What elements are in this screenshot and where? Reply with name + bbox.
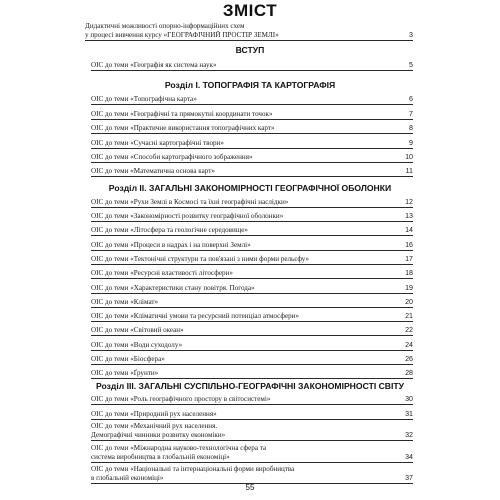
toc-entry-text: ОІС до теми «Біосфера» bbox=[91, 355, 165, 363]
section-heading-2: Розділ ІІ. ЗАГАЛЬНІ ЗАКОНОМІРНОСТІ ГЕОГРАФІЧНОЇ ОБОЛОНКИ bbox=[108, 183, 392, 193]
toc-entry-text: ОІС до теми «Світовий океан» bbox=[91, 326, 184, 334]
toc-entry bbox=[91, 326, 413, 336]
toc-entry-page: 18 bbox=[405, 269, 413, 277]
toc-entry-page: 10 bbox=[405, 153, 413, 161]
toc-entry-text: ОІС до теми «Географічні та прямокутні координати точок» bbox=[91, 110, 273, 118]
toc-entry-page: 28 bbox=[405, 369, 413, 377]
toc-entry-text-line2: в глобальній економіці» bbox=[91, 474, 164, 482]
section-heading-intro: ВСТУП bbox=[235, 45, 265, 55]
toc-entry bbox=[91, 369, 413, 379]
toc-entry-page: 34 bbox=[405, 453, 413, 461]
toc-entry-text: ОІС до теми «Математична основа карт» bbox=[91, 167, 215, 175]
toc-entry-page: 20 bbox=[405, 298, 413, 306]
toc-entry bbox=[91, 226, 413, 236]
toc-entry-text: ОІС до теми «Ґрунти» bbox=[91, 369, 159, 377]
toc-entry-page: 37 bbox=[405, 474, 413, 482]
toc-entry-page: 14 bbox=[405, 226, 413, 234]
toc-entry bbox=[91, 444, 413, 463]
toc-entry bbox=[91, 255, 413, 265]
section-heading-3: Розділ ІІІ. ЗАГАЛЬНІ СУСПІЛЬНО-ГЕОГРАФІЧНІ ЗАКОНОМІРНОСТІ СВІТУ bbox=[95, 381, 404, 391]
toc-entry-text: ОІС до теми «Ресурсні властивості літосфери» bbox=[91, 269, 233, 277]
toc-entry-page: 13 bbox=[405, 212, 413, 220]
toc-entry-text: ОІС до теми «Клімат» bbox=[91, 298, 159, 306]
toc-entry-text: ОІС до теми «Характеристики стану повітря. Погода» bbox=[91, 284, 255, 292]
toc-entry bbox=[91, 341, 413, 351]
toc-entry bbox=[91, 269, 413, 279]
toc-entry-text: ОІС до теми «Природний рух населення» bbox=[91, 410, 217, 418]
toc-entry-text: ОІС до теми «Практичне використання топографічних карт» bbox=[91, 124, 275, 132]
toc-entry bbox=[91, 422, 413, 441]
toc-entry bbox=[91, 124, 413, 134]
toc-entry-text: ОІС до теми «Міжнародна науково-технологічна сфера та bbox=[91, 444, 267, 452]
toc-entry-page: 19 bbox=[405, 284, 413, 292]
toc-entry bbox=[91, 410, 413, 420]
toc-entry-page: 7 bbox=[409, 110, 413, 118]
toc-entry-text-line2: Демографічні чинники розвитку економіки» bbox=[91, 431, 226, 439]
toc-entry-text-line2: система виробництва в глобальній економіці» bbox=[91, 453, 230, 461]
toc-entry-text: ОІС до теми «Літосфера та геологічне середовище» bbox=[91, 226, 248, 234]
toc-entry bbox=[91, 139, 413, 149]
toc-entry-text: ОІС до теми «Закономірності розвитку географічної оболонки» bbox=[91, 212, 284, 220]
toc-entry-page: 21 bbox=[405, 312, 413, 320]
toc-entry-page: 6 bbox=[409, 95, 413, 103]
toc-entry-text-line2: у процесі вивчення курсу «ГЕОГРАФІЧНИЙ ПРОСТІР ЗЕМЛІ» bbox=[85, 31, 279, 39]
toc-entry bbox=[91, 298, 413, 308]
toc-entry bbox=[91, 241, 413, 251]
toc-entry-text: ОІС до теми «Географія як система наук» bbox=[91, 61, 217, 69]
toc-entry-text: ОІС до теми «Механічний рух населення. bbox=[91, 422, 218, 430]
toc-entry-page: 32 bbox=[405, 431, 413, 439]
toc-entry-intro bbox=[85, 22, 413, 41]
toc-entry-page: 26 bbox=[405, 355, 413, 363]
toc-entry bbox=[91, 212, 413, 222]
toc-entry-page: 31 bbox=[405, 410, 413, 418]
toc-entry-page: 17 bbox=[405, 255, 413, 263]
toc-entry-text: ОІС до теми «Рухи Землі в Космосі та їхні географічні наслідки» bbox=[91, 198, 289, 206]
toc-entry-text: ОІС до теми «Топографічна карта» bbox=[91, 95, 197, 103]
toc-entry-page: 12 bbox=[405, 198, 413, 206]
toc-entry-page: 3 bbox=[409, 31, 413, 39]
toc-entry bbox=[91, 355, 413, 365]
toc-entry-text: ОІС до теми «Сучасні картографічні твори» bbox=[91, 139, 224, 147]
toc-entry bbox=[91, 61, 413, 71]
toc-entry-text: ОІС до теми «Роль географічного простору в світосистемі» bbox=[91, 395, 271, 403]
toc-entry-text: ОІС до теми «Кліматичні умови та ресурсний потенціал атмосфери» bbox=[91, 312, 300, 320]
toc-entry-text: ОІС до теми «Національні та інтернаціональні форми виробництва bbox=[91, 465, 295, 473]
page-title: ЗМІСТ bbox=[222, 1, 278, 20]
toc-entry bbox=[91, 153, 413, 163]
toc-entry-page: 11 bbox=[405, 167, 413, 175]
toc-entry-text: ОІС до теми «Тектонічні структури та пов'язані з ними форми рельєфу» bbox=[91, 255, 310, 263]
toc-entry bbox=[91, 312, 413, 322]
toc-entry-page: 22 bbox=[405, 326, 413, 334]
toc-entry-text: Дидактичні можливості опорно-інформаційних схем bbox=[85, 22, 245, 30]
toc-entry-text: ОІС до теми «Води суходолу» bbox=[91, 341, 183, 349]
toc-entry bbox=[91, 110, 413, 120]
toc-entry-text: ОІС до теми «Способи картографічного зображення» bbox=[91, 153, 253, 161]
page-number: 55 bbox=[245, 483, 255, 492]
toc-entry-page: 30 bbox=[405, 395, 413, 403]
toc-entry bbox=[91, 284, 413, 294]
toc-entry-page: 24 bbox=[405, 341, 413, 349]
toc-entry-page: 16 bbox=[405, 241, 413, 249]
toc-entry-page: 9 bbox=[409, 139, 413, 147]
toc-entry bbox=[91, 95, 413, 105]
toc-entry bbox=[91, 395, 413, 405]
toc-entry bbox=[91, 198, 413, 208]
toc-entry-page: 8 bbox=[409, 124, 413, 132]
toc-entry bbox=[91, 167, 413, 177]
toc-entry bbox=[91, 465, 413, 484]
section-heading-1: Розділ І. ТОПОГРАФІЯ ТА КАРТОГРАФІЯ bbox=[164, 80, 336, 90]
toc-entry-page: 5 bbox=[409, 61, 413, 69]
toc-entry-text: ОІС до теми «Процеси в надрах і на поверхні Землі» bbox=[91, 241, 251, 249]
